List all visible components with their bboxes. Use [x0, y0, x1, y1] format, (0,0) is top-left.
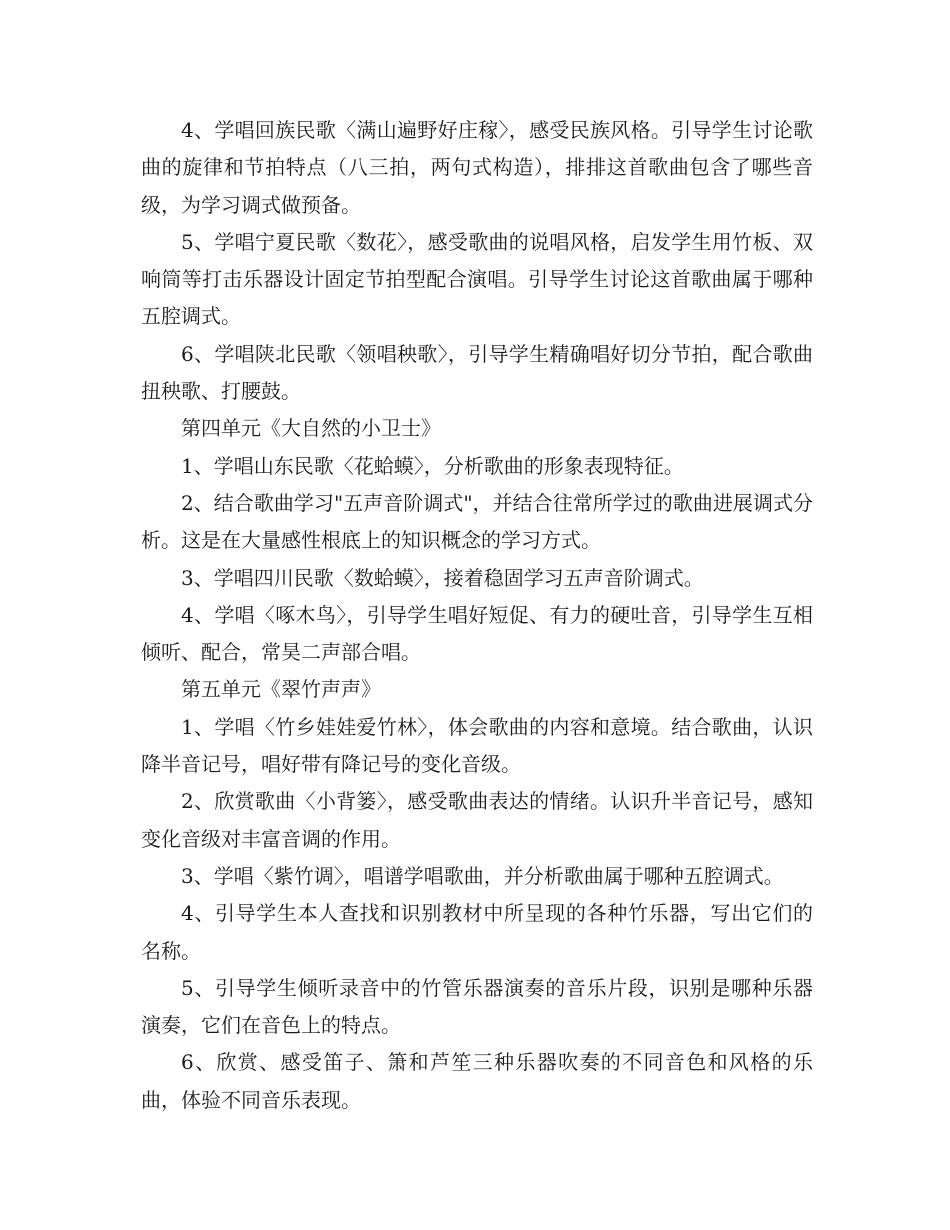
unit-heading: 第四单元《大自然的小卫士》 — [181, 416, 441, 441]
paragraph: 2、欣赏歌曲〈小背篓〉，感受歌曲表达的情绪。认识升半音记号，感知变化音级对丰富音调的作用。 — [141, 789, 813, 851]
paragraph: 5、引导学生倾听录音中的竹管乐器演奏的音乐片段，识别是哪种乐器演奏，它们在音色上的特点。 — [141, 975, 813, 1038]
unit-heading: 第五单元《翠竹声声》 — [181, 677, 381, 702]
paragraph: 1、学唱山东民歌〈花蛤蟆〉，分析歌曲的形象表现特征。 — [181, 453, 684, 478]
paragraph: 1、学唱〈竹乡娃娃爱竹林〉，体会歌曲的内容和意境。结合歌曲，认识降半音记号，唱好带有降记号的变化音级。 — [141, 714, 813, 777]
document-body — [141, 112, 813, 1119]
paragraph: 3、学唱四川民歌〈数蛤蟆〉，接着稳固学习五声音阶调式。 — [181, 565, 704, 590]
paragraph: 2、结合歌曲学习"五声音阶调式"，并结合往常所学过的歌曲进展调式分析。这是在大量感性根底上的知识概念的学习方式。 — [141, 490, 813, 553]
paragraph: 4、学唱〈啄木鸟〉，引导学生唱好短促、有力的硬吐音，引导学生互相倾听、配合，常昊二声部合唱。 — [141, 602, 813, 665]
paragraph: 6、学唱陕北民歌〈领唱秧歌〉，引导学生精确唱好切分节拍，配合歌曲扭秧歌、打腰鼓。 — [141, 341, 813, 404]
paragraph: 3、学唱〈紫竹调〉，唱谱学唱歌曲，并分析歌曲属于哪种五腔调式。 — [181, 863, 784, 888]
paragraph: 6、欣赏、感受笛子、箫和芦笙三种乐器吹奏的不同音色和风格的乐曲，体验不同音乐表现。 — [141, 1050, 813, 1112]
paragraph: 4、引导学生本人查找和识别教材中所呈现的各种竹乐器，写出它们的名称。 — [141, 901, 813, 963]
paragraph: 5、学唱宁夏民歌〈数花〉，感受歌曲的说唱风格，启发学生用竹板、双响筒等打击乐器设计固定节拍型配合演唱。引导学生讨论这首歌曲属于哪种五腔调式。 — [141, 229, 813, 329]
paragraph: 4、学唱回族民歌〈满山遍野好庄稼〉，感受民族风格。引导学生讨论歌曲的旋律和节拍特点（八三拍，两句式构造），排排这首歌曲包含了哪些音级，为学习调式做预备。 — [141, 118, 813, 217]
